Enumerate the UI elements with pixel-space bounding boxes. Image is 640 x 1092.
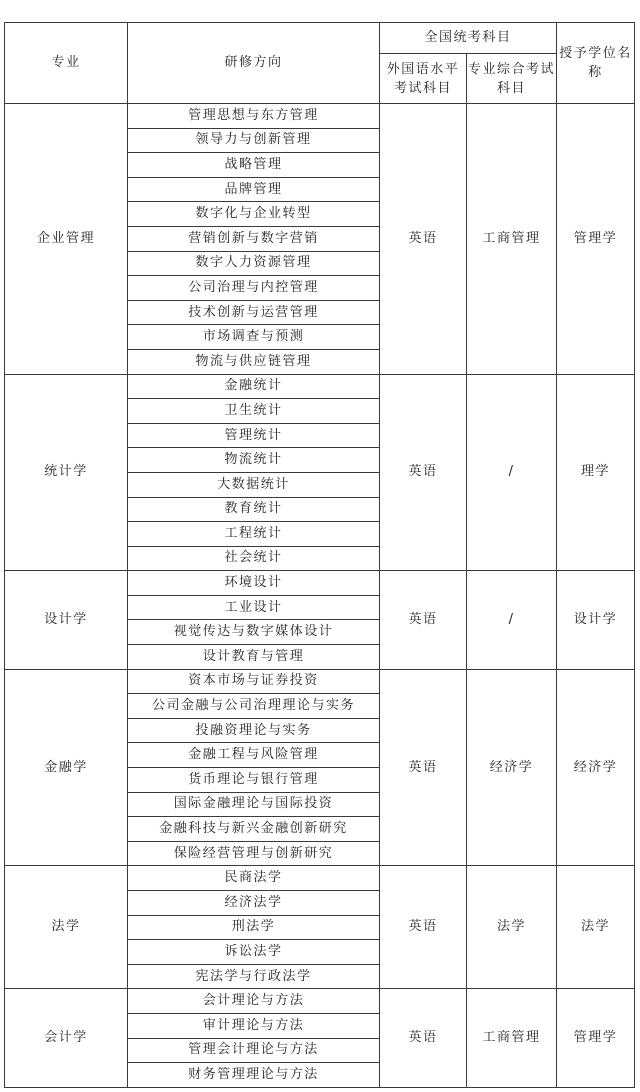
direction-cell: 金融统计: [128, 374, 380, 399]
direction-cell: 货币理论与银行管理: [128, 768, 380, 793]
direction-cell: 品牌管理: [128, 177, 380, 202]
comprehensive-cell: 经济学: [467, 669, 557, 866]
direction-cell: 视觉传达与数字媒体设计: [128, 620, 380, 645]
direction-cell: 大数据统计: [128, 472, 380, 497]
degree-cell: 法学: [557, 866, 635, 989]
direction-cell: 金融工程与风险管理: [128, 743, 380, 768]
direction-cell: 管理思想与东方管理: [128, 104, 380, 129]
direction-cell: 保险经营管理与创新研究: [128, 841, 380, 866]
direction-cell: 卫生统计: [128, 399, 380, 424]
program-table: [4, 22, 635, 1088]
header-row-top: [5, 23, 635, 54]
direction-cell: 金融科技与新兴金融创新研究: [128, 817, 380, 842]
major-cell: 会计学: [5, 989, 128, 1087]
direction-cell: 环境设计: [128, 571, 380, 596]
major-cell: 统计学: [5, 374, 128, 571]
direction-cell: 管理会计理论与方法: [128, 1038, 380, 1063]
comprehensive-cell: /: [467, 374, 557, 571]
major-cell: 金融学: [5, 669, 128, 866]
direction-cell: 诉讼法学: [128, 940, 380, 965]
direction-cell: 公司治理与内控管理: [128, 276, 380, 301]
major-cell: 法学: [5, 866, 128, 989]
direction-cell: 物流与供应链管理: [128, 349, 380, 374]
direction-cell: 市场调查与预测: [128, 325, 380, 350]
header-major: 专业: [5, 23, 128, 104]
direction-cell: 会计理论与方法: [128, 989, 380, 1014]
direction-cell: 物流统计: [128, 448, 380, 473]
direction-cell: 国际金融理论与国际投资: [128, 792, 380, 817]
foreign-language-cell: 英语: [380, 104, 467, 375]
foreign-language-cell: 英语: [380, 866, 467, 989]
direction-cell: 社会统计: [128, 546, 380, 571]
table-row: [5, 866, 635, 891]
foreign-language-cell: 英语: [380, 989, 467, 1087]
table-row: [5, 989, 635, 1014]
degree-cell: 管理学: [557, 989, 635, 1087]
table-row: [5, 104, 635, 129]
direction-cell: 民商法学: [128, 866, 380, 891]
degree-cell: 管理学: [557, 104, 635, 375]
direction-cell: 设计教育与管理: [128, 645, 380, 670]
direction-cell: 战略管理: [128, 153, 380, 178]
table-row: [5, 571, 635, 596]
comprehensive-cell: /: [467, 571, 557, 669]
direction-cell: 技术创新与运营管理: [128, 300, 380, 325]
direction-cell: 管理统计: [128, 423, 380, 448]
foreign-language-cell: 英语: [380, 374, 467, 571]
foreign-language-cell: 英语: [380, 669, 467, 866]
direction-cell: 工程统计: [128, 522, 380, 547]
degree-cell: 经济学: [557, 669, 635, 866]
direction-cell: 经济法学: [128, 891, 380, 916]
comprehensive-cell: 工商管理: [467, 104, 557, 375]
program-table-body: [5, 23, 635, 1088]
direction-cell: 数字化与企业转型: [128, 202, 380, 227]
program-table-container: [4, 22, 634, 1088]
header-national-exam: 全国统考科目: [380, 23, 557, 54]
comprehensive-cell: 工商管理: [467, 989, 557, 1087]
table-row: [5, 374, 635, 399]
header-comprehensive: 专业综合考试科目: [467, 54, 557, 104]
direction-cell: 宪法学与行政法学: [128, 964, 380, 989]
direction-cell: 财务管理理论与方法: [128, 1063, 380, 1088]
major-cell: 企业管理: [5, 104, 128, 375]
direction-cell: 营销创新与数字营销: [128, 226, 380, 251]
direction-cell: 投融资理论与实务: [128, 718, 380, 743]
major-cell: 设计学: [5, 571, 128, 669]
direction-cell: 资本市场与证券投资: [128, 669, 380, 694]
direction-cell: 数字人力资源管理: [128, 251, 380, 276]
header-direction: 研修方向: [128, 23, 380, 104]
degree-cell: 设计学: [557, 571, 635, 669]
direction-cell: 工业设计: [128, 595, 380, 620]
direction-cell: 公司金融与公司治理理论与实务: [128, 694, 380, 719]
direction-cell: 领导力与创新管理: [128, 128, 380, 153]
direction-cell: 刑法学: [128, 915, 380, 940]
comprehensive-cell: 法学: [467, 866, 557, 989]
table-row: [5, 669, 635, 694]
foreign-language-cell: 英语: [380, 571, 467, 669]
header-degree: 授予学位名称: [557, 23, 635, 104]
direction-cell: 审计理论与方法: [128, 1013, 380, 1038]
header-foreign-language: 外国语水平考试科目: [380, 54, 467, 104]
degree-cell: 理学: [557, 374, 635, 571]
direction-cell: 教育统计: [128, 497, 380, 522]
